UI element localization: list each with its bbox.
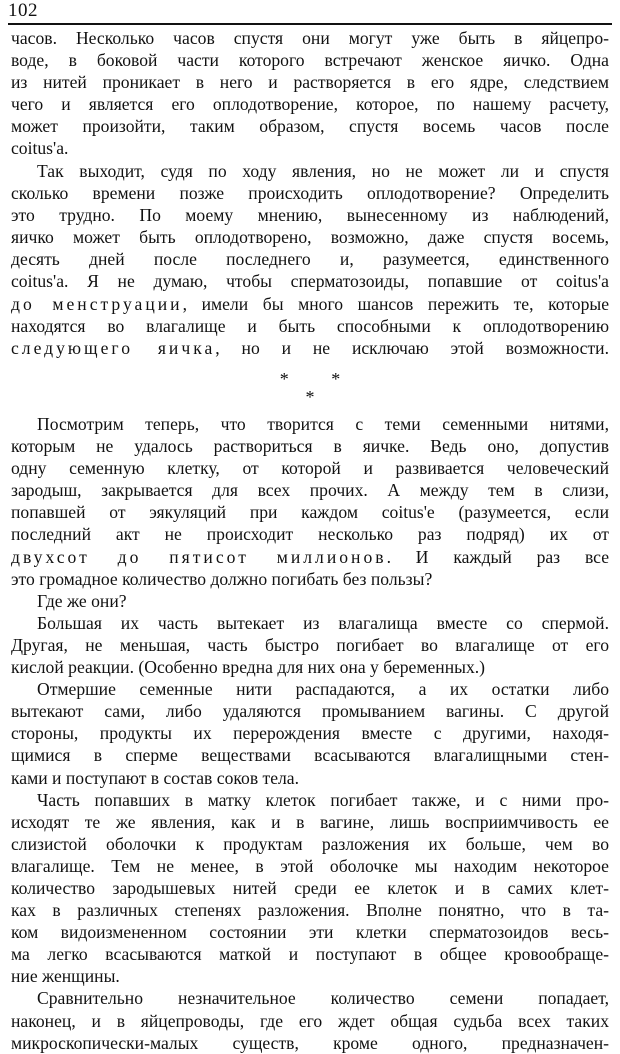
text-line: воде, в боковой части которого встречают женское яичко. Одна <box>11 50 609 71</box>
text-line: часов. Несколько часов спустя они могут уже быть в яйцепро- <box>11 28 609 48</box>
text-line: coitus'a. <box>11 138 69 159</box>
header-rule <box>8 23 612 25</box>
text-line: зародыш, закрывается для всех прочих. А между тем в слизи, <box>11 480 609 501</box>
text-line: до менструации, имели бы много шансов пережить те, которые <box>11 293 609 314</box>
text-line: которым не удалось раствориться в яичке. Ведь оно, допустив <box>11 436 609 457</box>
text-line: из нитей проникает в него и растворяется в его ядре, следствием <box>11 72 609 93</box>
text-line: яичко может быть оплодотворено, возможно, даже спустя восемь, <box>11 227 609 248</box>
section-separator-top: * * <box>279 369 341 389</box>
text-line: стороны, продукты их перерождения вместе с другими, находя- <box>11 723 609 744</box>
text-line: Большая их часть вытекает из влагалища вместе со спермой. <box>37 612 609 633</box>
text-line: щимися в сперме веществами всасываются влагалищными стен- <box>11 745 609 766</box>
section-separator-bottom: * <box>305 387 315 407</box>
text-line: количество зародышевых нитей среди ее клеток и в самих клет- <box>11 877 609 898</box>
text-line: слизистой оболочки к продуктам разложения их больше, чем во <box>11 833 609 854</box>
text-line: Отмершие семенные нити распадаются, а их остатки либо <box>37 679 609 700</box>
paragraph-continuation <box>11 27 609 160</box>
text-line: чего и является его оплодотворение, которое, по нашему расчету, <box>11 94 609 115</box>
text-line: влагалище. Тем не менее, в этой оболочке мы находим некоторое <box>11 855 609 876</box>
text-line: ках в различных степенях разложения. Вполне понятно, что в та- <box>11 900 609 921</box>
emphasized-text: следующего яичка <box>11 337 216 358</box>
text-line: исходят те же явления, как и в вагине, лишь восприимчивость ее <box>11 811 609 832</box>
page-number: 102 <box>8 0 38 21</box>
text-line: находятся во влагалище и быть способными к оплодотворению <box>11 315 609 336</box>
text-line: ками и поступают в состав соков тела. <box>11 767 300 788</box>
text-line: десять дней после последнего и, разумеется, единственного <box>11 249 609 270</box>
text-line: это трудно. По моему мнению, вынесенному из наблюдений, <box>11 205 609 226</box>
text-line: может произойти, таким образом, спустя восемь часов после <box>11 116 609 137</box>
text-line: ма легко всасываются маткой и поступают в общее кровообраще- <box>11 944 609 965</box>
text-line: Сравнительно незначительное количество семени попадает, <box>37 988 609 1009</box>
text-line: попавшей от эякуляций при каждом coitus'e (разумеется, если <box>11 502 609 523</box>
text-line: вытекают сами, либо удаляются промыванием вагины. С другой <box>11 701 609 722</box>
text-line: это громадное количество должно погибать без пользы? <box>11 568 433 589</box>
text-line: последний акт не происходит несколько раз подряд) их от <box>11 524 609 545</box>
text-line: микроскопически-малых существ, кроме одного, предназначен- <box>11 1032 609 1053</box>
paragraph-fertilization-timing <box>11 160 609 359</box>
text-line: Посмотрим теперь, что творится с теми семенными нитями, <box>37 414 609 434</box>
text-line: одну семенную клетку, от которой и развивается человеческий <box>11 458 609 479</box>
text-line: кислой реакции. (Особенно вредна для них она у беременных.) <box>11 657 486 678</box>
text-line: двухсот до пятисот миллионов. И каждый раз все <box>11 546 609 567</box>
text-line: ком видоизмененном состоянии эти клетки сперматозоидов весь- <box>11 922 609 943</box>
text-line: coitus'a. Я не думаю, чтобы сперматозоиды, попавшие от coitus'a <box>11 271 609 292</box>
paragraph-sperm-fate <box>11 413 609 1054</box>
text-line: Часть попавших в матку клеток погибает также, и с ними про- <box>37 789 609 810</box>
emphasized-text: двухсот до пятисот миллионов <box>11 546 387 567</box>
text-line: следующего яичка, но и не исключаю этой возможности. <box>11 337 609 358</box>
text-line: Где же они? <box>37 590 127 611</box>
text-line: ние женщины. <box>11 966 120 987</box>
text-line: Другая, не меньшая, часть быстро погибает во влагалище от его <box>11 634 609 655</box>
text-line: Так выходит, судя по ходу явления, но не может ли и спустя <box>37 161 609 181</box>
text-line: наконец, и в яйцепроводы, где его ждет общая судьба всех таких <box>11 1010 609 1031</box>
emphasized-text: до менструации <box>11 293 183 314</box>
text-line: сколько времени позже происходить оплодотворение? Определить <box>11 183 609 204</box>
